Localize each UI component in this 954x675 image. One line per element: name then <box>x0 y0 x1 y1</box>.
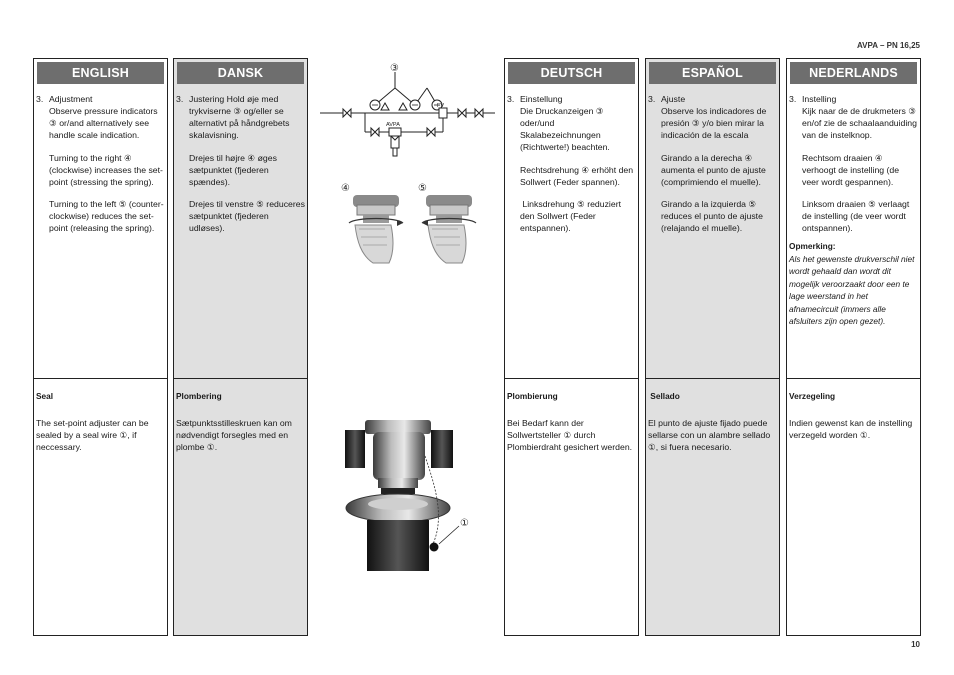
column-title-dansk: DANSK <box>177 62 304 84</box>
column-nederlands <box>786 58 921 636</box>
page-number: 10 <box>911 640 920 649</box>
paragraph-turn-left: Turning to the left ⑤ (counter-clockwise) reduces the set-point (releasing the spring). <box>49 199 164 233</box>
paragraph-turn-left: Girando a la izquierda ⑤ reduces el punto de ajuste (relajando el muelle). <box>661 199 763 233</box>
turn-left-label: ⑤ <box>418 183 427 194</box>
step-number: 3. <box>36 94 44 104</box>
section-divider <box>505 378 638 379</box>
piping-schematic <box>315 58 500 168</box>
hand-turn-left-image <box>418 193 480 265</box>
paragraph-turn-left: Drejes til venstre ⑤ reduceres sætpunktet (fjederen udløses). <box>189 199 305 233</box>
seal-text: Bei Bedarf kann der Sollwertsteller ① durch Plombierdraht gesichert werden. <box>507 418 633 452</box>
adjustment-section-deutsch <box>507 93 636 245</box>
adjustment-section-nederlands <box>789 93 918 328</box>
fv-label: FV <box>437 103 445 109</box>
column-title-deutsch: DEUTSCH <box>508 62 635 84</box>
column-deutsch <box>504 58 639 636</box>
paragraph-turn-right: Rechtsom draaien ④ verhoogt de instelling (de veer wordt gespannen). <box>802 152 900 187</box>
paragraph-turn-right: Girando a la derecha ④ aumenta el punto de ajuste (comprimiendo el muelle). <box>661 152 766 187</box>
column-title-nederlands: NEDERLANDS <box>790 62 917 84</box>
adjustment-section-english <box>36 93 165 245</box>
document-reference: AVPA – PN 16,25 <box>857 41 920 50</box>
seal-heading: Plombering <box>176 391 222 401</box>
adjustment-section-dansk <box>176 93 305 245</box>
section-divider <box>646 378 779 379</box>
seal-text: Sætpunktsstilleskruen kan om nødvendigt forsegles med en plombe ①. <box>176 418 292 452</box>
seal-text: The set-point adjuster can be sealed by a seal wire ①, if neccessary. <box>36 418 149 452</box>
seal-text: Indien gewenst kan de instelling verzegeld worden ①. <box>789 418 913 440</box>
note-body: Als het gewenste drukverschil niet wordt gehaald dan wordt dit mogelijk veroorzaakt door een te lage weerstand in het afnamecircuit (immers alle afsluiters zijn open gezet). <box>789 253 915 326</box>
step-number: 3. <box>789 94 797 104</box>
seal-heading: Plombierung <box>507 391 558 401</box>
paragraph-turn-right: Turning to the right ④ (clockwise) increases the set-point (stressing the spring). <box>49 152 163 187</box>
section-divider <box>34 378 167 379</box>
seal-section-english <box>36 390 165 453</box>
hand-turn-right-image <box>345 193 407 265</box>
column-title-english: ENGLISH <box>37 62 164 84</box>
paragraph-adjustment: Instelling Kijk naar de de drukmeters ③ en/of zie de schaalaanduiding van de instelknop. <box>802 94 917 140</box>
seal-wire-label: ① <box>460 518 469 529</box>
column-espanol <box>645 58 780 636</box>
column-english <box>33 58 168 636</box>
avpa-label: AVPA <box>386 122 400 128</box>
seal-section-nederlands <box>789 390 918 441</box>
paragraph-adjustment: Einstellung Die Druckanzeigen ③ oder/und Skalabezeichnungen (Richtwerte!) beachten. <box>520 94 610 152</box>
section-divider <box>787 378 920 379</box>
step-number: 3. <box>507 94 515 104</box>
step-number: 3. <box>648 94 656 104</box>
turn-right-label: ④ <box>341 183 350 194</box>
paragraph-turn-left: Linksdrehung ⑤ reduziert den Sollwert (Feder entspannen). <box>520 199 624 233</box>
paragraph-turn-left: Linksom draaien ⑤ verlaagt de instelling (de veer wordt ontspannen). <box>802 199 910 233</box>
seal-section-espanol <box>648 390 777 453</box>
seal-heading: Seal <box>36 391 54 401</box>
adjustment-section-espanol <box>648 93 777 245</box>
seal-section-deutsch <box>507 390 636 453</box>
seal-heading: Verzegeling <box>789 391 836 401</box>
seal-heading: Sellado <box>648 391 680 401</box>
sealed-valve-image <box>345 416 470 571</box>
paragraph-adjustment: Justering Hold øje med trykviserne ③ og/eller se alternativt på håndgrebets skalavisning. <box>189 94 290 140</box>
step-number: 3. <box>176 94 184 104</box>
pressure-indicator-label: ③ <box>390 63 399 74</box>
note-heading: Opmerking: <box>789 241 836 251</box>
figure-column <box>315 58 500 636</box>
column-dansk <box>173 58 308 636</box>
seal-section-dansk <box>176 390 305 453</box>
paragraph-turn-right: Rechtsdrehung ④ erhöht den Sollwert (Feder spannen). <box>520 164 634 187</box>
paragraph-turn-right: Drejes til højre ④ øges sætpunktet (fjederen spændes). <box>189 152 277 187</box>
paragraph-adjustment: Adjustment Observe pressure indicators ③ or/and alternatively see handle scale indication. <box>49 94 158 140</box>
paragraph-adjustment: Ajuste Observe los indicadores de presión ③ y/o bien mirar la indicación de la escala <box>661 94 767 140</box>
column-title-espanol: ESPAÑOL <box>649 62 776 84</box>
note-block <box>789 240 918 328</box>
section-divider <box>174 378 307 379</box>
seal-text: El punto de ajuste fijado puede sellarse con un alambre sellado ①, si fuera necesario. <box>648 418 771 452</box>
